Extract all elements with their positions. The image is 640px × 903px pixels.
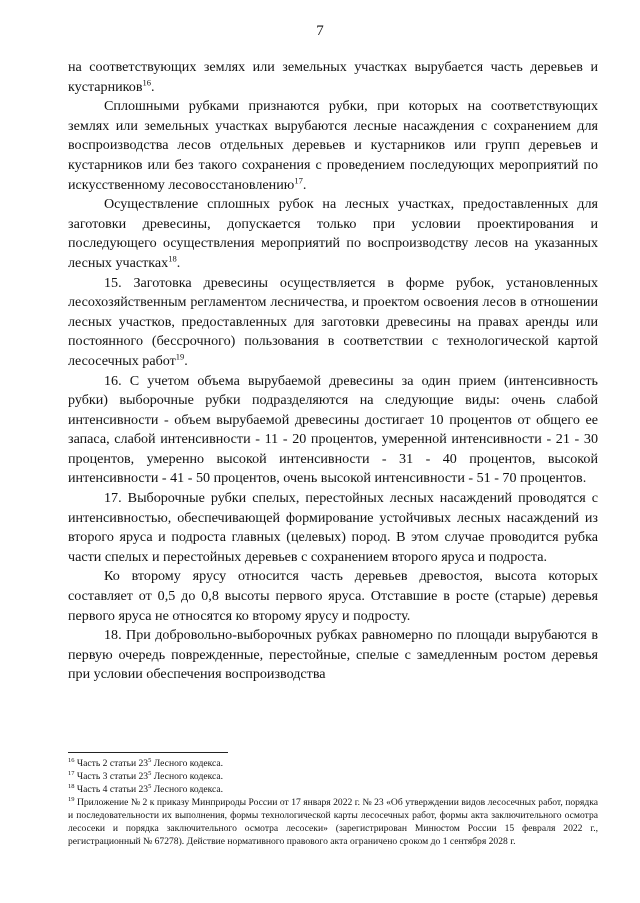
- footnote-number: 17: [68, 769, 75, 777]
- footnote-sup: 5: [148, 756, 152, 764]
- paragraph-item-16: [68, 372, 598, 490]
- paragraph: [68, 567, 598, 626]
- paragraph-item-15: [68, 274, 598, 372]
- page-number: 7: [316, 23, 324, 39]
- footnote-number: 16: [68, 756, 75, 764]
- footnote-text: Часть 4 статьи 23: [76, 784, 149, 795]
- footnote-item: [68, 770, 598, 783]
- paragraph: [68, 58, 598, 97]
- footnote-ref[interactable]: 19: [175, 351, 185, 362]
- footnote-number: 19: [68, 795, 75, 803]
- paragraph-tail: .: [302, 176, 307, 193]
- paragraph-text: Ко второму ярусу относится часть деревьев древостоя, высота которых составляет от 0,5 до 0,8 высоты первого яруса. Отставшие в росте (старые) деревья первого яруса не относятся ко второму ярусу и подросту.: [68, 568, 598, 624]
- footnote-text: Часть 2 статьи 23: [76, 758, 149, 769]
- footnote-text: Часть 3 статьи 23: [76, 771, 149, 782]
- footnote-tail: Лесного кодекса.: [151, 784, 224, 795]
- paragraph-text: Осуществление сплошных рубок на лесных участках, предоставленных для заготовки древесины, допускается только при условии проектирования и последующего осуществления мероприятий по воспроизводству лесов на указанных лесных участках: [68, 196, 598, 271]
- footnote-item: [68, 783, 598, 796]
- paragraph-text: 17. Выборочные рубки спелых, перестойных лесных насаждений проводятся с интенсивностью, обеспечивающей формирование устойчивых лесных насаждений из второго яруса и подроста главных (целевых) пород. В этом случае проводится рубка части спелых и перестойных деревьев с сохранением второго яруса и подроста.: [68, 490, 598, 565]
- paragraph-text: на соответствующих землях или земельных участках вырубается часть деревьев и кустарников: [68, 59, 598, 95]
- paragraph-item-17: [68, 489, 598, 567]
- paragraph-text: 15. Заготовка древесины осуществляется в форме рубок, установленных лесохозяйственным регламентом лесничества, и проектом освоения лесов в отношении лесных участков, предоставленных для заготовки древесины на правах аренды или постоянного (бессрочного) пользования в соответствии с технологической картой лесосечных работ: [68, 274, 598, 369]
- paragraph: [68, 195, 598, 273]
- paragraph-text: 16. С учетом объема вырубаемой древесины за один прием (интенсивность рубки) выборочные рубки подразделяются на следующие виды: очень слабой интенсивности - объем вырубаемой древесины достигает 10 процентов от общего ее запаса, слабой интенсивности - 11 - 20 процентов, умеренной интенсивности - 21 - 30 процентов, умеренно высокой интенсивности - 31 - 40 процентов, высокой интенсивности - 41 - 50 процентов, очень высокой интенсивности - 51 - 70 процентов.: [68, 372, 598, 487]
- footnote-sup: 5: [148, 782, 152, 790]
- paragraph-tail: .: [176, 254, 181, 271]
- paragraph-tail: .: [151, 78, 155, 95]
- footnote-tail: Лесного кодекса.: [151, 771, 224, 782]
- document-body: [68, 58, 598, 685]
- footnote-item: [68, 796, 598, 848]
- footnote-item: [68, 757, 598, 770]
- footnote-ref[interactable]: 18: [168, 253, 177, 264]
- paragraph-item-18: [68, 626, 598, 685]
- paragraph-text: Сплошными рубками признаются рубки, при которых на соответствующих землях или земельных участках вырубаются лесные насаждения с сохранением для воспроизводства лесов отдельных деревьев и кустарников или групп деревьев и кустарников или без такого сохранения с проведением последующих мероприятий по искусственному лесовосстановлению: [68, 98, 598, 193]
- footnote-ref[interactable]: 16: [142, 76, 152, 87]
- paragraph-text: 18. При добровольно-выборочных рубках равномерно по площади вырубаются в первую очередь поврежденные, перестойные, спелые с замедленным ростом деревья при условии обеспечения воспроизводства: [68, 627, 598, 683]
- footnote-tail: Лесного кодекса.: [151, 758, 224, 769]
- paragraph: [68, 97, 598, 195]
- footnote-sup: 5: [148, 769, 152, 777]
- footnotes: [68, 757, 598, 848]
- paragraph-tail: .: [184, 352, 188, 369]
- footnote-ref[interactable]: 17: [294, 174, 303, 185]
- footnote-number: 18: [68, 782, 75, 790]
- footnote-text: Приложение № 2 к приказу Минприроды России от 17 января 2022 г. № 23 «Об утверждении видов лесосечных работ, порядка и последовательности их выполнения, формы технологической карты лесосечных работ, формы акта заключительного осмотра лесосеки и порядка заключительного осмотра лесосеки» (зарегистрирован Минюстом России 15 февраля 2022 г., регистрационный № 67278). Действие нормативного правового акта ограничено сроком до 1 сентября 2028 г.: [68, 797, 598, 847]
- footnote-divider: [68, 752, 228, 753]
